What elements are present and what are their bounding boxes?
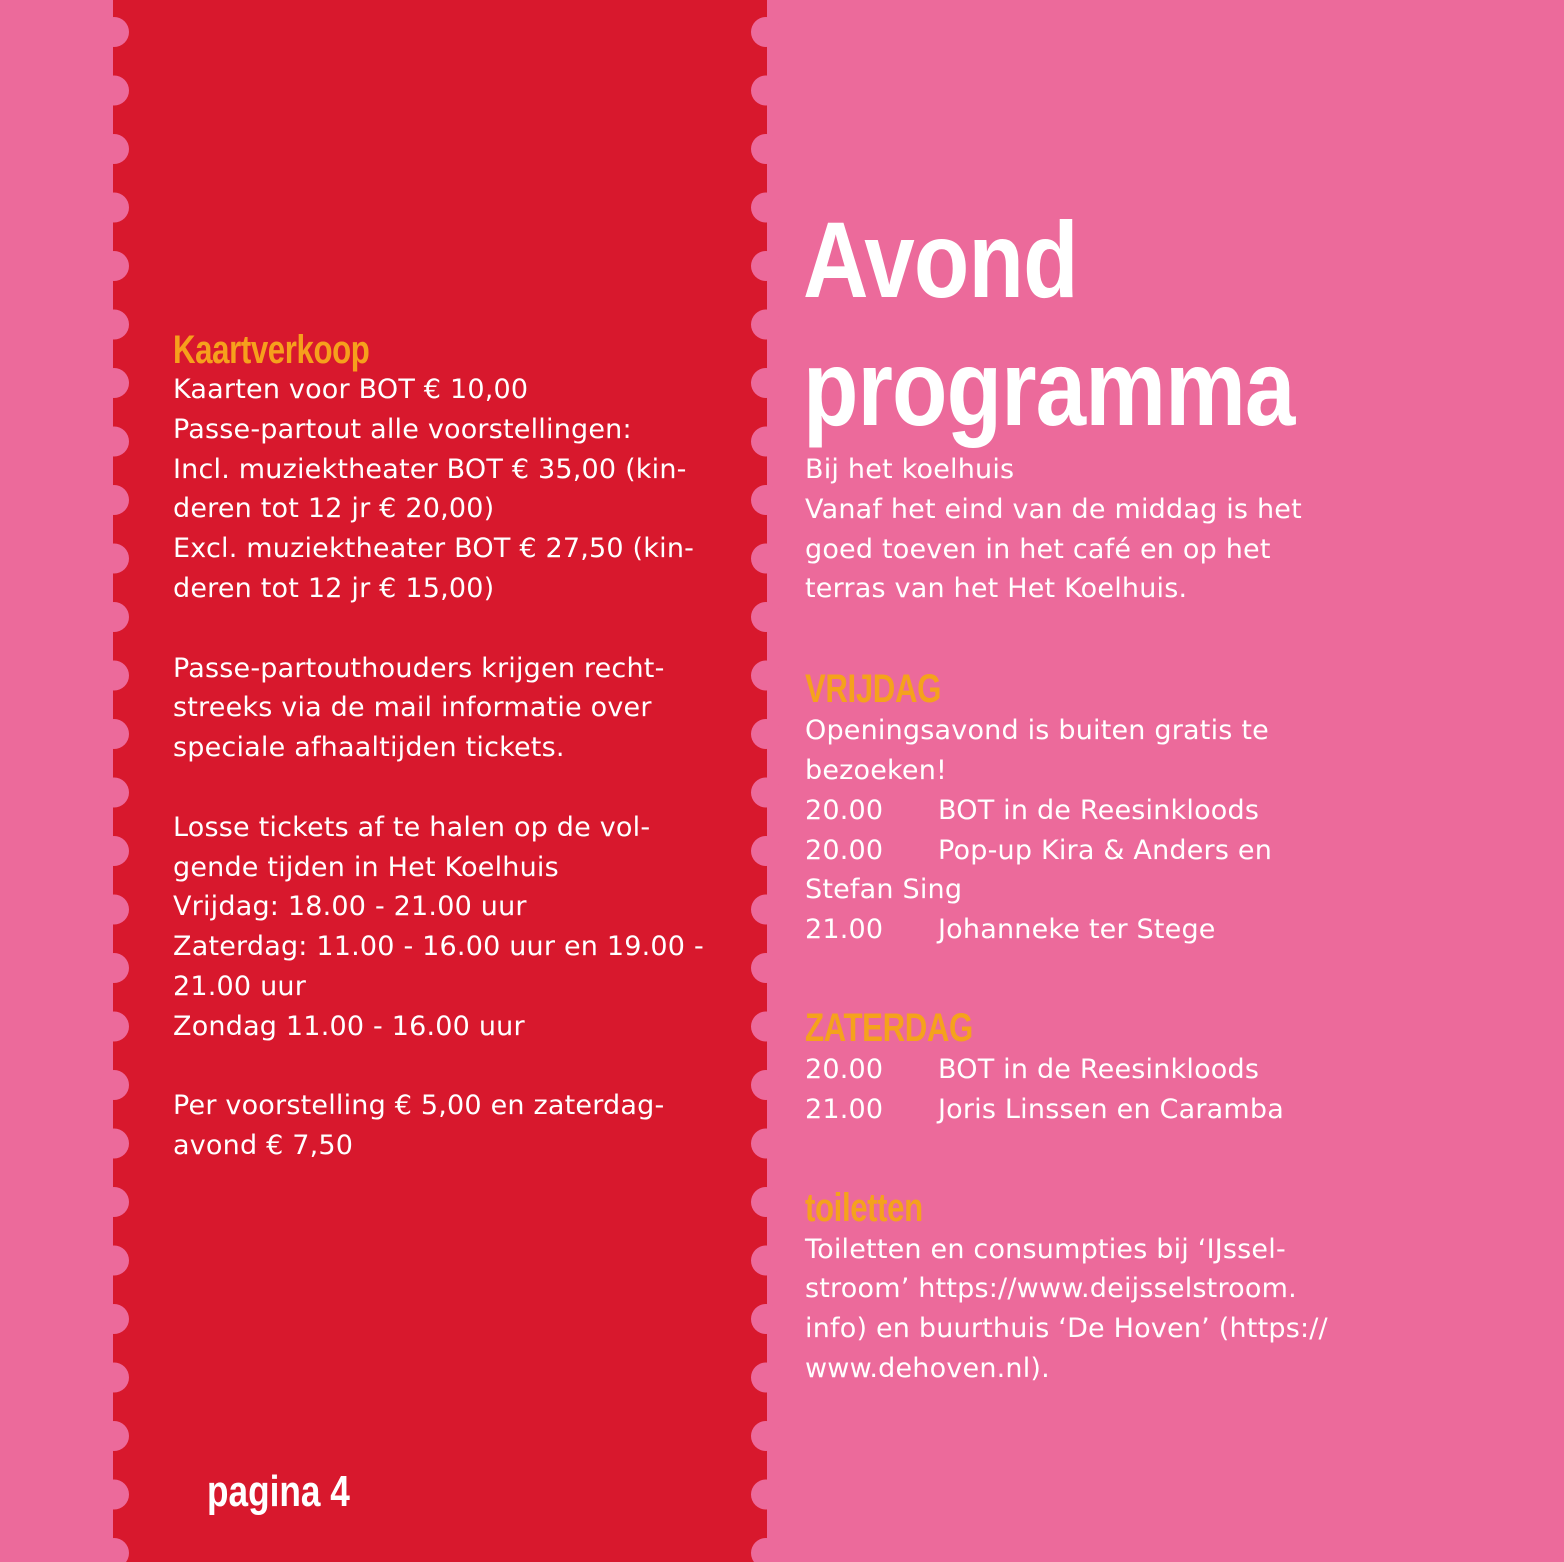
- intro-line: goed toeven in het café en op het: [805, 533, 1271, 565]
- intro-paragraph: [805, 450, 1405, 609]
- price-line: deren tot 12 jr € 20,00): [173, 493, 495, 525]
- schedule-time: 20.00: [805, 1053, 884, 1085]
- intro-line: Bij het koelhuis: [805, 454, 1015, 485]
- passe-info-line: Passe-partouthouders krijgen recht-: [173, 652, 665, 684]
- page-title: [803, 196, 1295, 452]
- schedule-continuation: Stefan Sing: [805, 874, 963, 906]
- toilets-line: info) en buurthuis ‘De Hoven’ (https://: [805, 1313, 1328, 1345]
- friday-heading: VRIJDAG: [805, 667, 941, 712]
- toilets-heading: toiletten: [805, 1185, 923, 1230]
- friday-note-line: bezoeken!: [805, 754, 948, 786]
- per-show-line: avond € 7,50: [173, 1130, 354, 1162]
- friday-schedule: [805, 711, 1405, 950]
- loose-tickets-line: Zaterdag: 11.00 - 16.00 uur en 19.00 -: [173, 931, 704, 963]
- schedule-row: [805, 1050, 1405, 1090]
- intro-line: Vanaf het eind van de middag is het: [805, 493, 1302, 525]
- ticket-sales-heading: Kaartverkoop: [173, 328, 370, 372]
- loose-tickets-line: gende tijden in Het Koelhuis: [173, 851, 559, 883]
- loose-tickets-line: Losse tickets af te halen op de vol-: [173, 811, 651, 843]
- schedule-event: BOT in de Reesinkloods: [938, 794, 1260, 826]
- price-line: Incl. muziektheater BOT € 35,00 (kin-: [173, 453, 687, 485]
- passe-info-line: speciale afhaaltijden tickets.: [173, 732, 565, 764]
- title-line: Avond: [803, 199, 1078, 320]
- schedule-row: [805, 791, 1405, 831]
- page-number: pagina 4: [207, 1467, 350, 1516]
- schedule-event: Pop-up Kira & Anders en: [938, 834, 1273, 866]
- loose-tickets-line: 21.00 uur: [173, 970, 307, 1002]
- toilets-line: stroom’ https://www.deijsselstroom.: [805, 1273, 1297, 1305]
- ticket-sales-section: [173, 328, 733, 1166]
- loose-tickets-line: Vrijdag: 18.00 - 21.00 uur: [173, 891, 527, 923]
- title-line: programma: [803, 327, 1295, 448]
- loose-tickets-paragraph: [173, 808, 733, 1047]
- per-show-line: Per voorstelling € 5,00 en zaterdag-: [173, 1090, 665, 1122]
- passe-partout-info-paragraph: [173, 649, 733, 768]
- loose-tickets-line: Zondag 11.00 - 16.00 uur: [173, 1010, 525, 1042]
- intro-line: terras van het Het Koelhuis.: [805, 573, 1188, 605]
- price-line: Kaarten voor BOT € 10,00: [173, 374, 529, 405]
- saturday-heading: ZATERDAG: [805, 1005, 973, 1050]
- schedule-row: [805, 831, 1405, 871]
- toilets-paragraph: [805, 1230, 1405, 1389]
- schedule-time: 20.00: [805, 794, 884, 826]
- prices-paragraph: [173, 370, 733, 609]
- friday-note-line: Openingsavond is buiten gratis te: [805, 715, 1269, 747]
- per-show-price-paragraph: [173, 1086, 733, 1166]
- passe-info-line: streeks via de mail informatie over: [173, 692, 652, 724]
- schedule-event: Johanneke ter Stege: [938, 914, 1216, 946]
- evening-program-section: [805, 450, 1405, 1389]
- schedule-time: 20.00: [805, 834, 884, 866]
- saturday-schedule: [805, 1050, 1405, 1130]
- schedule-event: Joris Linssen en Caramba: [938, 1093, 1284, 1125]
- schedule-time: 21.00: [805, 914, 884, 946]
- price-line: Excl. muziektheater BOT € 27,50 (kin-: [173, 533, 695, 565]
- schedule-event: BOT in de Reesinkloods: [938, 1053, 1260, 1085]
- schedule-row: [805, 910, 1405, 950]
- price-line: Passe-partout alle voorstellingen:: [173, 413, 632, 445]
- price-line: deren tot 12 jr € 15,00): [173, 572, 495, 604]
- schedule-row: [805, 1090, 1405, 1130]
- toilets-line: Toiletten en consumpties bij ‘IJssel-: [805, 1233, 1286, 1265]
- schedule-time: 21.00: [805, 1093, 884, 1125]
- toilets-line: www.dehoven.nl).: [805, 1352, 1050, 1384]
